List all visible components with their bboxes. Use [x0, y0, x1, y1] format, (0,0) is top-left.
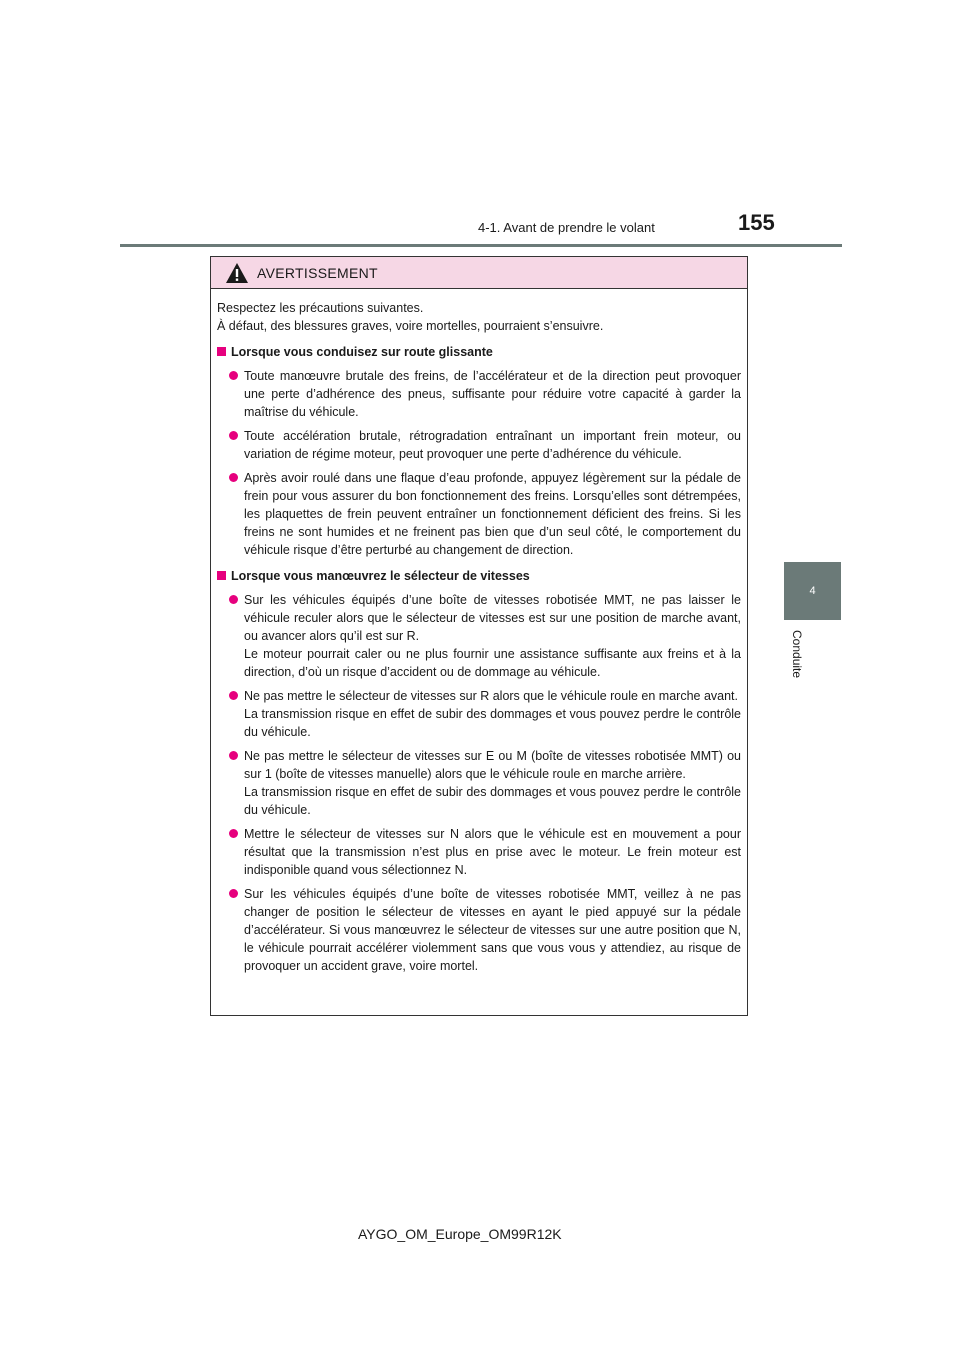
item-text: Le moteur pourrait caler ou ne plus fournir une assistance suffisante aux freins et à la direction, d’où un risque d’accident ou de dommage au véhicule. [244, 647, 741, 679]
bullet-dot-icon [229, 829, 238, 838]
warning-box [210, 256, 748, 1016]
warning-body [211, 289, 747, 975]
document-code: AYGO_OM_Europe_OM99R12K [358, 1226, 562, 1242]
list-item [217, 747, 741, 819]
item-text: Ne pas mettre le sélecteur de vitesses sur E ou M (boîte de vitesses robotisée MMT) ou sur 1 (boîte de vitesses manuelle) alors que le véhicule roule en marche arrière. [244, 749, 741, 781]
chapter-label: Conduite [790, 630, 804, 679]
section-title-text: Lorsque vous conduisez sur route glissante [231, 345, 493, 359]
bullet-dot-icon [229, 473, 238, 482]
list-item [217, 885, 741, 975]
bullet-dot-icon [229, 595, 238, 604]
item-text: Toute accélération brutale, rétrogradation entraînant un important frein moteur, ou variation de régime moteur, peut provoquer une perte d’adhérence du véhicule. [244, 429, 741, 461]
page-number: 155 [738, 210, 775, 235]
header-section-title: 4-1. Avant de prendre le volant [478, 220, 655, 235]
section-slippery-road [217, 343, 741, 559]
item-text: La transmission risque en effet de subir des dommages et vous pouvez perdre le contrôle du véhicule. [244, 707, 741, 739]
list-item [217, 825, 741, 879]
list-item [217, 469, 741, 559]
list-item [217, 367, 741, 421]
bullet-dot-icon [229, 431, 238, 440]
item-text: Mettre le sélecteur de vitesses sur N alors que le véhicule est en mouvement a pour résultat que la transmission n’est plus en prise avec le moteur. Le frein moteur est indisponible quand vous sélectionnez N. [244, 827, 741, 877]
section-title-text: Lorsque vous manœuvrez le sélecteur de vitesses [231, 569, 530, 583]
warning-intro [217, 299, 741, 335]
header-rule [120, 244, 842, 247]
warning-title: AVERTISSEMENT [257, 264, 378, 281]
list-item [217, 591, 741, 681]
intro-line: Respectez les précautions suivantes. [217, 301, 424, 315]
item-text: Sur les véhicules équipés d’une boîte de vitesses robotisée MMT, veillez à ne pas changer de position le sélecteur de vitesses en ayant le pied appuyé sur la pédale d’accélérateur. Si vous manœuvrez le sélecteur de vitesses sur une autre position que N, le véhicule pourrait accélérer violemment sans que vous vous y attendiez, au risque de provoquer un accident grave, voire mortel. [244, 887, 741, 973]
section-title [217, 343, 741, 361]
section-title [217, 567, 741, 585]
item-text: La transmission risque en effet de subir des dommages et vous pouvez perdre le contrôle du véhicule. [244, 785, 741, 817]
intro-line: À défaut, des blessures graves, voire mortelles, pourraient s’ensuivre. [217, 319, 604, 333]
section-gear-selector [217, 567, 741, 975]
list-item [217, 427, 741, 463]
bullet-dot-icon [229, 751, 238, 760]
item-text: Après avoir roulé dans une flaque d’eau profonde, appuyez légèrement sur la pédale de frein pour vous assurer du bon fonctionnement des freins. Lorsqu’elles sont détrempées, les plaquettes de frein peuvent entraîner un fonctionnement déficient des freins. Si les freins ne sont humides et ne freinent pas bien que d’un seul côté, le comportement du véhicule risque d’être perturbé au changement de direction. [244, 471, 741, 557]
bullet-dot-icon [229, 371, 238, 380]
warning-header [211, 257, 747, 289]
bullet-dot-icon [229, 691, 238, 700]
square-bullet-icon [217, 571, 226, 580]
chapter-tab: 4 [784, 562, 841, 620]
item-text: Sur les véhicules équipés d’une boîte de vitesses robotisée MMT, ne pas laisser le véhicule reculer alors que le sélecteur de vitesses est sur une position de marche avant, ou avancer alors qu’il est sur R. [244, 593, 741, 643]
bullet-dot-icon [229, 889, 238, 898]
item-text: Ne pas mettre le sélecteur de vitesses sur R alors que le véhicule roule en marche avant. [244, 689, 738, 703]
list-item [217, 687, 741, 741]
item-text: Toute manœuvre brutale des freins, de l’accélérateur et de la direction peut provoquer une perte d’adhérence des pneus, suffisante pour réduire votre capacité à garder la maîtrise du véhicule. [244, 369, 741, 419]
square-bullet-icon [217, 347, 226, 356]
warning-triangle-icon [225, 262, 249, 284]
